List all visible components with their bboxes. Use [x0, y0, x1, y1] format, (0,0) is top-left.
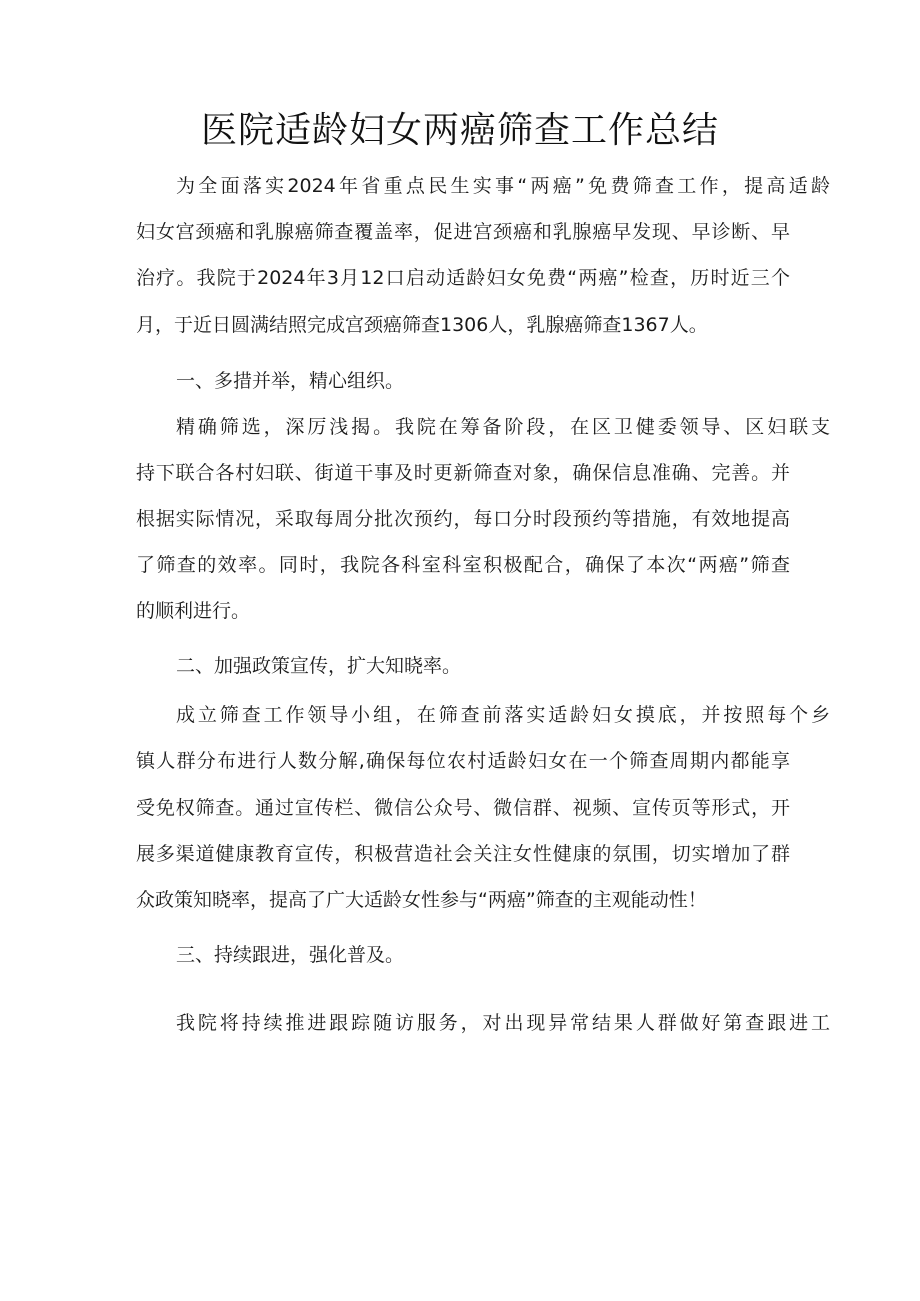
paragraph-line: 众政策知晓率，提高了广大适龄女性参与“两癌”筛查的主观能动性！ — [136, 889, 707, 911]
paragraph-line: 我院将持续推进跟踪随访服务，对出现异常结果人群做好第查跟进工 — [176, 1012, 830, 1034]
document-title: 医院适龄妇女两癌筛查工作总结 — [200, 110, 719, 151]
paragraph-line: 持下联合各村妇联、街道干事及时更新筛查对象，确保信息准确、完善。并 — [136, 462, 790, 484]
section-heading: 三、持续跟进，强化普及。 — [176, 944, 405, 966]
paragraph-line: 为全面落实2024年省重点民生实事“两癌”免费筛查工作，提高适龄 — [176, 175, 830, 197]
paragraph-line: 根据实际情况，采取每周分批次预约，每口分时段预约等措施，有效地提高 — [136, 508, 790, 530]
section-heading: 一、多措并举，精心组织。 — [176, 370, 405, 392]
paragraph-line: 的顺利进行。 — [136, 600, 251, 622]
paragraph-line: 受免权筛查。通过宣传栏、微信公众号、微信群、视频、宣传页等形式，开 — [136, 797, 790, 819]
paragraph-line: 展多渠道健康教育宣传，积极营造社会关注女性健康的氛围，切实增加了群 — [136, 843, 790, 865]
paragraph-line: 成立筛查工作领导小组，在筛查前落实适龄妇女摸底，并按照每个乡 — [176, 704, 830, 726]
paragraph-line: 月，于近日圆满结照完成宫颈癌筛查1306人，乳腺癌筛查1367人。 — [136, 314, 708, 336]
paragraph-line: 精确筛选，深厉浅揭。我院在筹备阶段，在区卫健委领导、区妇联支 — [176, 416, 830, 438]
paragraph-line: 镇人群分布进行人数分解,确保每位农村适龄妇女在一个筛查周期内都能享 — [136, 750, 790, 772]
section-heading: 二、加强政策宣传，扩大知晓率。 — [176, 655, 462, 677]
paragraph-line: 妇女宫颈癌和乳腺癌筛查覆盖率，促进宫颈癌和乳腺癌早发现、早诊断、早 — [136, 221, 790, 243]
paragraph-line: 治疗。我院于2024年3月12口启动适龄妇女免费“两癌”检查，历时近三个 — [136, 267, 790, 289]
paragraph-line: 了筛查的效率。同时，我院各科室科室积极配合，确保了本次“两癌”筛查 — [136, 554, 790, 576]
